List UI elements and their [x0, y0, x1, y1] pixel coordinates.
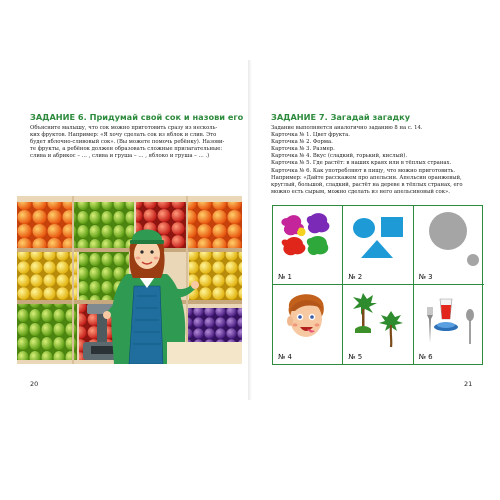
card-6-label: № 6 [418, 353, 433, 361]
card-6 [414, 285, 484, 364]
cards-grid [272, 205, 483, 365]
text-line: Например: «Дайте расскажем про апельсин. Апельсин оранжевый, [271, 174, 462, 181]
task-7-heading: ЗАДАНИЕ 7. Загадай загадку [271, 112, 411, 122]
text-line: Карточка № 4. Вкус (сладкий, горький, кислый). [271, 153, 408, 160]
text-line: Карточка № 6. Как употребляют в пищу, что можно приготовить. [271, 167, 456, 174]
text-line: круглый, большой, сладкий, растёт на дереве в тёплых странах, его [271, 181, 463, 188]
text-line: можно есть сырым, можно сделать из него апельсиновый сок». [271, 188, 450, 195]
text-line: будет яблочно-сливовый сок». (Вы можете помочь ребёнку). Назови- [30, 139, 225, 146]
card-1 [273, 206, 343, 285]
card-3 [414, 206, 484, 285]
card-1-label: № 1 [278, 273, 292, 281]
page-number-right: 21 [464, 380, 473, 388]
text-line: слива и абрикос – … , слива и груша – … , яблоко и груша – … .) [30, 153, 210, 160]
card-2 [343, 206, 413, 285]
text-line: Задание выполняется аналогично заданию 8 на с. 14. [271, 125, 423, 131]
card-5-label: № 5 [348, 353, 363, 361]
text-line: Карточка № 5. Где растёт: в наших краях или в тёплых странах. [271, 160, 452, 167]
text-line: ких фруктов. Например: «Я хочу сделать сок из яблок и слив. Это [30, 132, 217, 139]
fruit-shop-illustration [17, 196, 242, 364]
text-line: Объясните малышу, что сок можно приготовить сразу из несколь- [30, 125, 218, 131]
text-line: те фрукты, а ребёнок должен образовать сложные прилагательные: [30, 146, 223, 153]
text-line: Карточка № 1. Цвет фрукта. [271, 132, 350, 139]
card-2-label: № 2 [348, 273, 363, 281]
card-4-label: № 4 [278, 353, 292, 361]
book-gutter [248, 60, 252, 400]
card-5 [343, 285, 413, 364]
text-line: Карточка № 2. Форма. [271, 139, 333, 146]
task-6-instructions [30, 125, 242, 160]
card-4 [273, 285, 343, 364]
task-7-instructions [271, 125, 485, 196]
page-number-left: 20 [30, 380, 39, 388]
card-3-label: № 3 [418, 273, 433, 281]
text-line: Карточка № 3. Размер. [271, 146, 335, 153]
task-6-heading: ЗАДАНИЕ 6. Придумай свой сок и назови его [30, 112, 244, 122]
